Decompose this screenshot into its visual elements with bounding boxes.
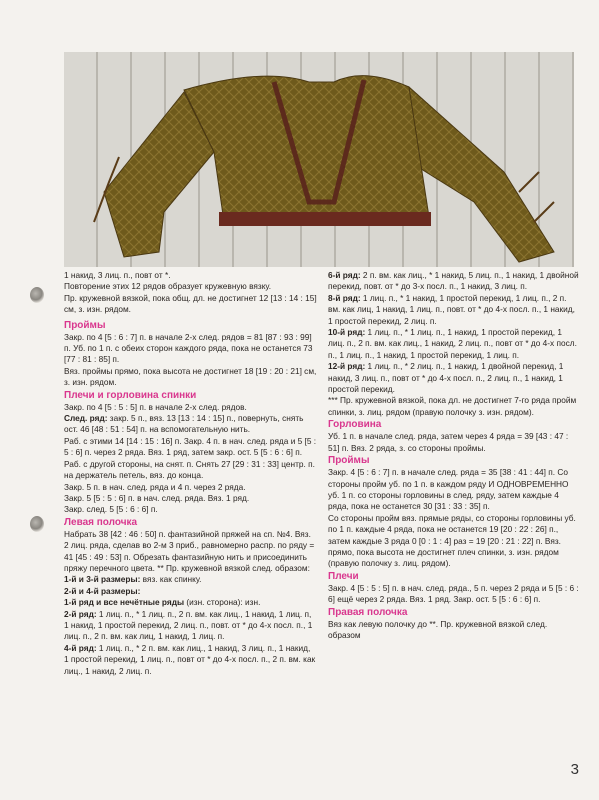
text-line: Пр. кружевной вязкой, пока общ. дл. не достигнет 12 [13 : 14 : 15] см, з. изн. рядом. [64,292,317,315]
row-text: (изн. сторона): изн. [184,597,261,608]
left-column [64,270,317,677]
binder-hole-top [30,287,44,303]
section-heading-armholes: Проймы [64,319,106,331]
paragraph: Раб. с другой стороны, на снят. п. Снять 27 [29 : 31 : 33] центр. п. на держатель петель, вяз. до конца. [64,458,315,481]
paragraph: *** Пр. кружевной вязкой, пока дл. не достигнет 7-го ряда пройм спинки, з. лиц. рядом (правую полочку з. изн. рядом). [328,395,577,417]
paragraph: Закр. 4 [5 : 5 : 5] п. в нач. след. ряда., 5 п. через 2 ряда и 5 [5 : 6 : 6] ещё через 2 ряда. Вяз. 1 ряд. Закр. ост. 5 [5 : 6 : 6] п. [328,582,579,605]
paragraph: Закр. по 4 [5 : 6 : 7] п. в начале 2-х след. рядов = 81 [87 : 93 : 99] п. Уб. по 1 п. с обеих сторон каждого ряда, пока не останется 73 [77 : 81 : 85] п. [64,331,313,365]
size-label: 1-й и 3-й размеры: [64,574,141,585]
paragraph: Набрать 38 [42 : 46 : 50] п. фантазийной пряжей на сп. №4. Вяз. 2 лиц. ряда, сделав во 2-м 3 приб., равномерно распр. по ряду = 41 [45 : 49 : 53] п. Обрезать фантазийную нить и присоединить пряжу перечного цвета. ** Пр. кружевной вязкой след. образом: [64,528,315,573]
paragraph [328,361,580,395]
paragraph: Уб. 1 п. в начале след. ряда, затем через 4 ряда = 39 [43 : 47 : 51] п. Вяз. 2 ряда, з. со стороны проймы. [328,431,569,453]
garment-photo [64,52,574,267]
row-text: закр. 5 п., вяз. 13 [13 : 14 : 15] п., повернуть, снять ост. 46 [48 : 51 : 54] п. на вспомогательную нить. [64,413,304,435]
paragraph: Раб. с этими 14 [14 : 15 : 16] п. Закр. 4 п. в нач. след. ряда и 5 [5 : 5 : 6] п. через 2 ряда. Вяз. 1 ряд, затем закр. ост. 5 [5 : 6 : 6] п. [64,435,317,458]
section-heading-armholes: Проймы [328,455,370,467]
text-line: 1 накид, 3 лиц. п., повт от *. [64,270,171,280]
section-heading-shoulders: Плечи [328,570,359,582]
paragraph: Вяз как левую полочку до **. Пр. кружевной вязкой след. образом [328,618,548,640]
row-text: 1 лиц. п., * 2 п. вм. как лиц., 1 накид, 3 лиц. п., 1 накид, 1 простой перекид, 1 лиц. п., повт от * до 4-х посл. п., 2 п. вм. как лиц., 1 накид, 2 лиц. п. [64,642,316,676]
paragraph [64,574,317,585]
binder-hole-bottom [30,516,44,532]
paragraph: Со стороны пройм вяз. прямые ряды, со стороны горловины уб. по 1 п. каждые 4 ряда, пока не останется 19 [20 : 22 : 26] п., затем каждые 3 ряда 0 [0 : 1 : 4] раз = 19 [20 : 21 : 22] п. Вяз. прямо, пока высота не достигнет плеч спинки, з. изн. рядом (правую полочку з. лиц. рядом). [328,512,576,569]
row-label: 12-й ряд: [328,361,366,372]
row-label: 6-й ряд: [328,270,361,280]
section-heading-neckline: Горловина [328,419,382,431]
size-text: вяз. как спинку. [140,574,202,585]
row-label: 2-й ряд: [64,608,97,619]
row-label: 10-й ряд: [328,327,366,338]
paragraph [64,597,317,608]
paragraph: Вяз. проймы прямо, пока высота не достигнет 18 [19 : 20 : 21] см, з. изн. рядом. [64,365,317,388]
paragraph: Закр. 4 [5 : 6 : 7] п. в начале след. ряда = 35 [38 : 41 : 44] п. Со стороны пройм уб. по 1 п. в каждом ряду И ОДНОВРЕМЕННО уб. 1 п. со стороны горловины в след. ряду, затем каждые 4 ряда, пока не останется 30 [31 : 33 : 35] п. [328,467,569,512]
right-column [328,270,580,641]
page-number: 3 [570,761,579,778]
section-heading-shoulders-back-neck: Плечи и горловина спинки [64,389,197,401]
paragraph [328,270,580,293]
row-label: След. ряд: [64,413,108,424]
paragraph: Закр. след. 5 [5 : 6 : 6] п. [64,504,158,515]
paragraph [64,643,317,677]
paragraph: Закр. 5 п. в нач. след. ряда и 4 п. через 2 ряда. [64,481,246,492]
paragraph [328,327,580,361]
row-text: 2 п. вм. как лиц., * 1 накид, 5 лиц. п., 1 накид, 1 двойной перекид, повт. от * до 3-х посл. п., 1 накид, 3 лиц. п. [328,270,579,292]
row-label: 8-й ряд: [328,292,361,303]
cardigan-image [64,52,574,267]
row-text: 1 лиц. п., * 1 лиц. п., 2 п. вм. как лиц., 1 накид, 1 лиц. п, 1 накид, 1 простой перекид, 2 лиц. п., повт. от * до 4-х посл. п., 1 лиц. п., 2 п. вм. как лиц, 1 накид, 1 лиц. п. [64,608,313,642]
size-label: 2-й и 4-й размеры: [64,585,141,596]
row-text: 1 лиц. п., * 1 накид, 1 простой перекид, 1 лиц. п., 2 п. вм. как лиц, 1 накид, 1 лиц. п., повт. от * до 4-х посл. п., 1 накид, 1 простой перекид, 2 лиц. п. [328,292,575,326]
section-heading-left-front: Левая полочка [64,516,138,528]
row-label: 1-й ряд и все нечётные ряды [64,597,185,608]
paragraph: Закр. по 4 [5 : 5 : 5] п. в начале 2-х след. рядов. [64,401,247,412]
row-text: 1 лиц. п., * 2 лиц. п., 1 накид, 1 двойной перекид, 1 накид, 3 лиц. п., повт от * до 4-х посл. п., 2 лиц. п., 1 накид, 1 простой перекид. [328,361,564,395]
paragraph [64,609,317,643]
row-label: 4-й ряд: [64,642,97,653]
text-line: Повторение этих 12 рядов образует кружевную вязку. [64,281,272,292]
section-heading-right-front: Правая полочка [328,606,408,618]
paragraph [64,413,317,436]
paragraph: Закр. 5 [5 : 5 : 6] п. в нач. след. ряда. Вяз. 1 ряд. [64,492,250,503]
row-text: 1 лиц. п., * 1 лиц. п., 1 накид, 1 простой перекид, 1 лиц. п., 2 п. вм. как лиц., 1 накид, 2 лиц. п., повт от * до 4-х посл. п., 1 лиц. п., 1 накид, 1 простой перекид, 1 лиц. п. [328,327,577,360]
paragraph [328,293,580,327]
